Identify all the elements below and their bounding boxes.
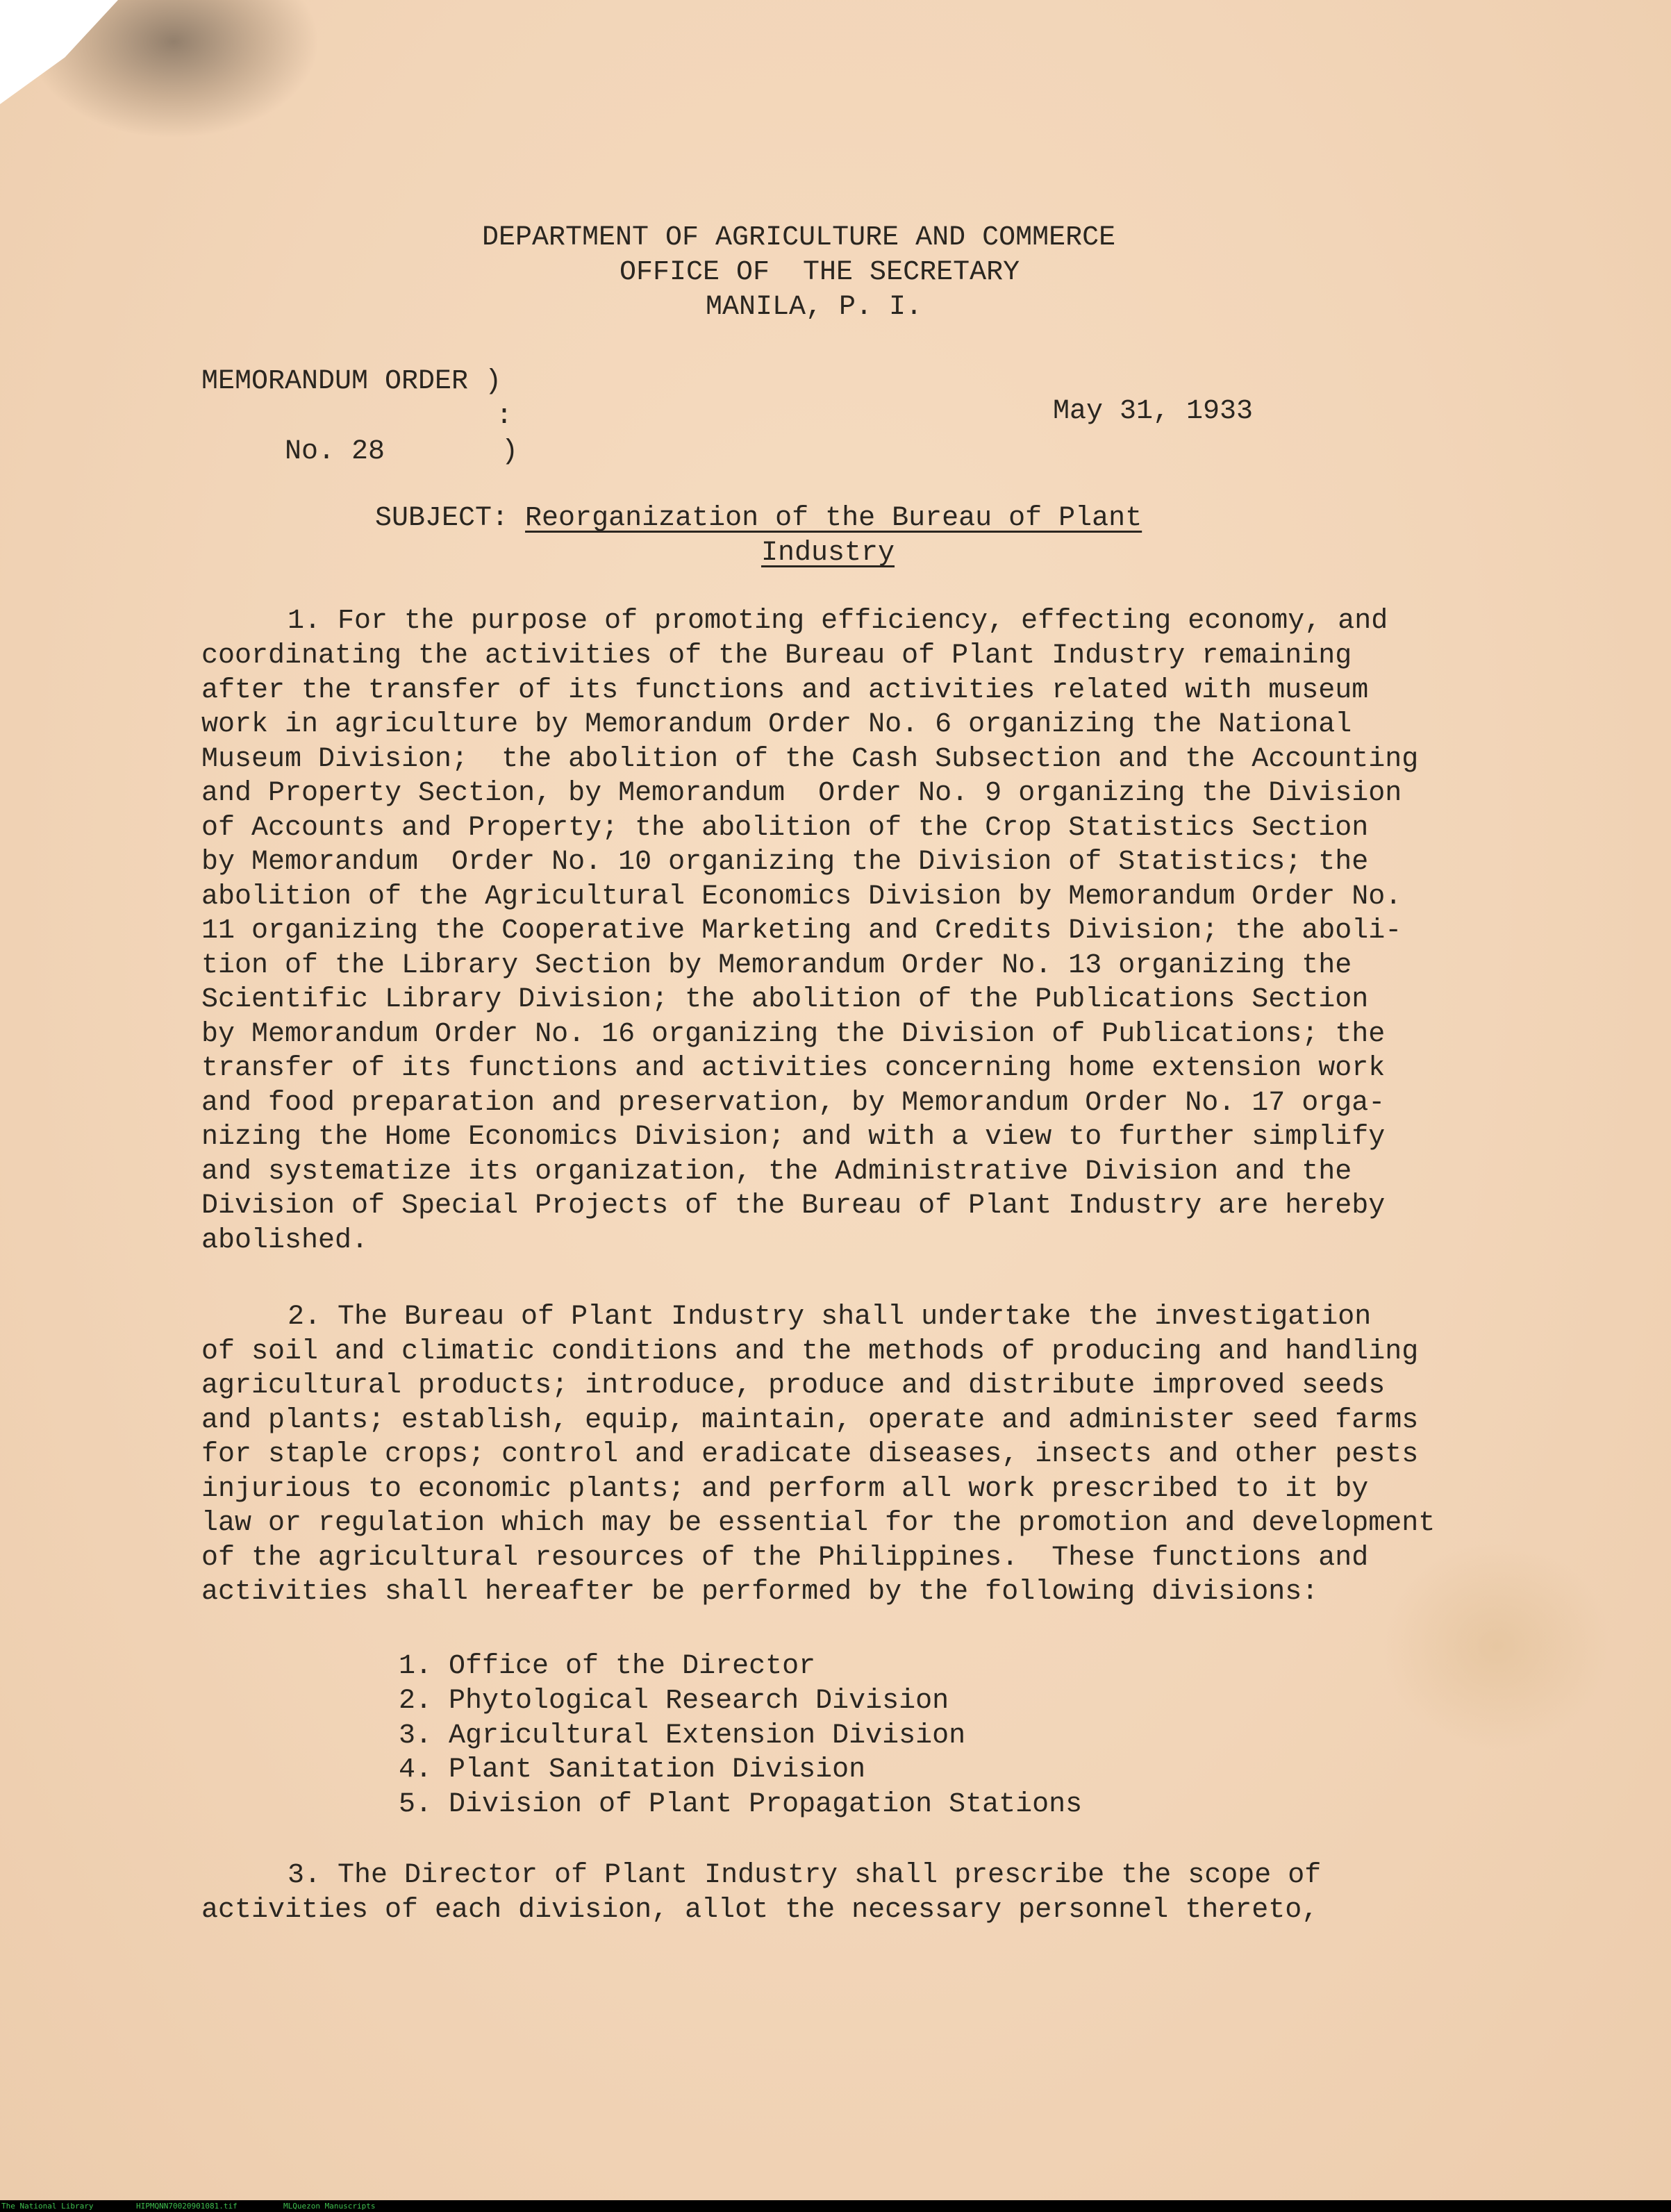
paragraph-1-line: abolished. xyxy=(201,1225,369,1256)
paragraph-1-line: Division of Special Projects of the Bureau of Plant Industry are hereby xyxy=(201,1190,1386,1222)
paragraph-1-line: transfer of its functions and activities concerning home extension work xyxy=(201,1053,1386,1084)
letterhead-department: DEPARTMENT OF AGRICULTURE AND COMMERCE xyxy=(482,222,1116,253)
paragraph-1-line: abolition of the Agricultural Economics Division by Memorandum Order No. xyxy=(201,881,1402,913)
division-list-item: 5. Division of Plant Propagation Stations xyxy=(399,1789,1083,1820)
paragraph-1-line: and food preparation and preservation, by Memorandum Order No. 17 orga- xyxy=(201,1088,1386,1119)
memo-order-label: MEMORANDUM ORDER ) xyxy=(201,366,502,397)
paragraph-2-line: for staple crops; control and eradicate diseases, insects and other pests xyxy=(201,1439,1419,1470)
paragraph-1-line: by Memorandum Order No. 16 organizing the Division of Publications; the xyxy=(201,1019,1386,1050)
paragraph-1-line: and systematize its organization, the Administrative Division and the xyxy=(201,1156,1352,1188)
letterhead-office: OFFICE OF THE SECRETARY xyxy=(620,257,1020,288)
paragraph-1-line: and Property Section, by Memorandum Order No. 9 organizing the Division xyxy=(201,778,1402,809)
paragraph-2-line: injurious to economic plants; and perform all work prescribed to it by xyxy=(201,1474,1369,1505)
paragraph-2-line: agricultural products; introduce, produce and distribute improved seeds xyxy=(201,1370,1386,1402)
subject-text: Reorganization of the Bureau of Plant xyxy=(525,503,1142,534)
subject-text-continued: Industry xyxy=(761,538,895,569)
division-list-item: 2. Phytological Research Division xyxy=(399,1686,949,1717)
letterhead-location: MANILA, P. I. xyxy=(706,292,923,323)
footer-collection: MLQuezon Manuscripts xyxy=(283,2202,376,2211)
paragraph-2-line: of soil and climatic conditions and the methods of producing and handling xyxy=(201,1336,1419,1367)
paragraph-1-line: Museum Division; the abolition of the Cash Subsection and the Accounting xyxy=(201,744,1419,775)
water-stain xyxy=(1382,1542,1611,1750)
division-list-item: 4. Plant Sanitation Division xyxy=(399,1754,866,1786)
paragraph-2-line: of the agricultural resources of the Philippines. These functions and xyxy=(201,1542,1369,1574)
subject-line xyxy=(375,501,1142,536)
division-list-item: 1. Office of the Director xyxy=(399,1651,816,1682)
paragraph-1-line: of Accounts and Property; the abolition of the Crop Statistics Section xyxy=(201,813,1369,844)
paragraph-1-line: work in agriculture by Memorandum Order No. 6 organizing the National xyxy=(201,709,1352,740)
paragraph-1-line: nizing the Home Economics Division; and with a view to further simplify xyxy=(201,1122,1386,1153)
paragraph-1-line: tion of the Library Section by Memorandum Order No. 13 organizing the xyxy=(201,950,1352,981)
subject-prefix: SUBJECT: xyxy=(375,503,526,534)
memo-colon: : xyxy=(496,401,513,432)
footer-filename: HIPMQNN70020901081.tif xyxy=(136,2202,238,2211)
paragraph-3-line: activities of each division, allot the necessary personnel thereto, xyxy=(201,1895,1319,1926)
footer-library: The National Library xyxy=(1,2202,94,2211)
paragraph-2-line: activities shall hereafter be performed by the following divisions: xyxy=(201,1577,1319,1608)
paragraph-2-line: 2. The Bureau of Plant Industry shall undertake the investigation xyxy=(288,1302,1372,1333)
paragraph-2-line: law or regulation which may be essential for the promotion and development xyxy=(201,1508,1436,1539)
paragraph-1-line: by Memorandum Order No. 10 organizing the Division of Statistics; the xyxy=(201,847,1369,878)
memo-date: May 31, 1933 xyxy=(1053,396,1254,427)
paragraph-1-line: 11 organizing the Cooperative Marketing and Credits Division; the aboli- xyxy=(201,915,1402,947)
archive-footer xyxy=(0,2200,1671,2212)
paragraph-1-line: coordinating the activities of the Bureau of Plant Industry remaining xyxy=(201,640,1352,672)
paragraph-1-line: after the transfer of its functions and activities related with museum xyxy=(201,675,1369,706)
paragraph-2-line: and plants; establish, equip, maintain, operate and administer seed farms xyxy=(201,1405,1419,1436)
paragraph-1-line: Scientific Library Division; the abolition of the Publications Section xyxy=(201,984,1369,1015)
paragraph-1-line: 1. For the purpose of promoting efficiency, effecting economy, and xyxy=(288,606,1388,637)
division-list-item: 3. Agricultural Extension Division xyxy=(399,1720,966,1752)
memo-number: No. 28 ) xyxy=(285,436,519,467)
paragraph-3-line: 3. The Director of Plant Industry shall prescribe the scope of xyxy=(288,1860,1322,1891)
